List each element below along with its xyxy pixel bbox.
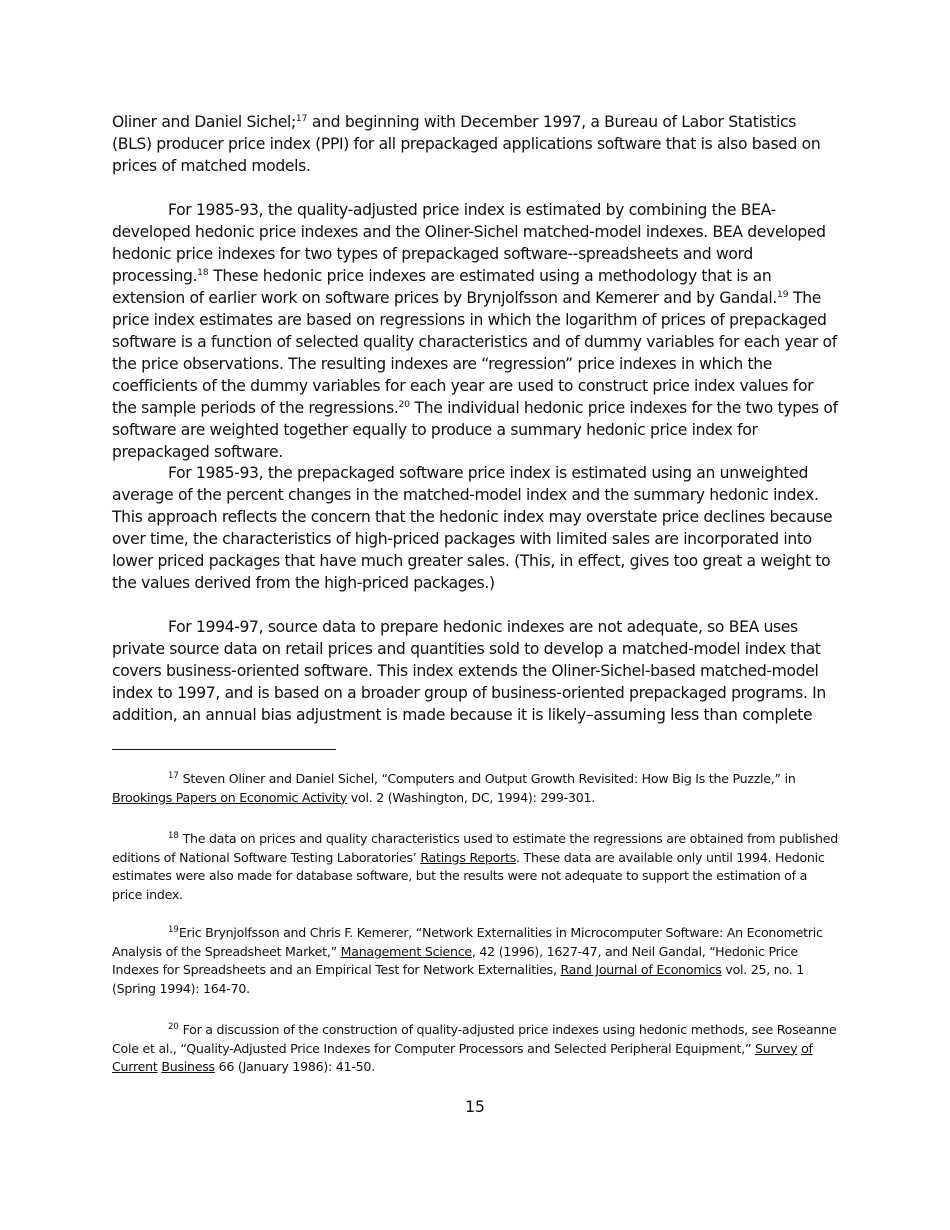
journal-title: Management Science (340, 943, 472, 959)
footnote-ref-19[interactable]: 19 (777, 290, 789, 300)
footnote-text: vol. 25, no. 1 (Spring 1994): 164-70. (112, 962, 805, 996)
footnote-number: 20 (168, 1022, 179, 1032)
journal-title: Brookings Papers on Economic Activity (112, 789, 348, 805)
footnote-17 (112, 770, 840, 807)
paragraph-text: Oliner and Daniel Sichel; (112, 113, 296, 131)
footnote-number: 17 (168, 771, 179, 781)
paragraph-1994-97: For 1994-97, source data to prepare hedonic indexes are not adequate, so BEA uses private source data on retail prices and quantities sold to develop a matched-model index that covers business-oriented software. This index extends the Oliner-Sichel-based matched-model index to 1997, and is based on a broader group of business-oriented prepackaged programs. In addition, an annual bias adjustment is made because it is likely–assuming less than complete (112, 618, 826, 724)
footnote-text: For a discussion of the construction of quality-adjusted price indexes using hedonic methods, see Roseanne Cole et al., “Quality-Adjusted Price Indexes for Computer Processors and Selected Peripheral Equipment,” (112, 1022, 837, 1056)
footnote-text: Eric Brynjolfsson and Chris F. Kemerer, “Network Externalities in Microcomputer Software: An Econometric Analysis of the Spreadsheet Market,” (112, 925, 823, 959)
paragraph-hedonic-method (112, 199, 840, 463)
footnote-text: vol. 2 (Washington, DC, 1994): 299-301. (347, 789, 595, 805)
footnote-text: The data on prices and quality characteristics used to estimate the regressions are obtained from published editions of National Software Testing Laboratories’ (112, 831, 839, 865)
footnote-separator (112, 749, 336, 750)
footnote-20 (112, 1021, 840, 1077)
footnote-ref-18[interactable]: 18 (197, 268, 209, 278)
paragraph-continuation (112, 111, 840, 177)
paragraph-text: The price index estimates are based on regressions in which the logarithm of prices of prepackaged software is a function of selected quality characteristics and of dummy variables for each year of the price observations. The resulting indexes are “regression” price indexes in which the coefficients of the dummy variables for each year are used to construct price index values for the sample periods of the regressions. (112, 289, 837, 417)
footnote-ref-20[interactable]: 20 (398, 400, 410, 410)
footnote-text: Steven Oliner and Daniel Sichel, “Computers and Output Growth Revisited: How Big Is the Puzzle,” in (178, 771, 796, 786)
footnote-19 (112, 924, 840, 998)
journal-title: Survey (755, 1040, 798, 1056)
journal-title: Current (112, 1059, 158, 1075)
paragraph-text: These hedonic price indexes are estimated using a methodology that is an extension of earlier work on software prices by Brynjolfsson and Kemerer and by Gandal. (112, 267, 778, 307)
footnote-text: . These data are available only until 1994. Hedonic estimates were also made for database software, but the results were not adequate to support the estimation of a price index. (112, 849, 825, 902)
page-number: 15 (465, 1098, 485, 1116)
footnote-number: 18 (168, 831, 179, 841)
journal-title: Rand Journal of Economics (560, 962, 722, 978)
footnote-text: 66 (January 1986): 41-50. (214, 1059, 375, 1075)
paragraph-text: The individual hedonic price indexes for the two types of software are weighted together equally to produce a summary hedonic price index for prepackaged software. (112, 399, 838, 461)
journal-title: Ratings Reports (420, 849, 517, 865)
journal-title: of (801, 1040, 813, 1056)
paragraph-unweighted-average: For 1985-93, the prepackaged software price index is estimated using an unweighted average of the percent changes in the matched-model index and the summary hedonic index. This approach reflects the concern that the hedonic index may overstate price declines because over time, the characteristics of high-priced packages with limited sales are incorporated into lower priced packages that have much greater sales. (This, in effect, gives too great a weight to the values derived from the high-priced packages.) (112, 464, 833, 592)
footnote-ref-17[interactable]: 17 (295, 114, 308, 124)
journal-title: Business (161, 1059, 215, 1075)
footnote-number: 19 (168, 925, 179, 935)
paragraph-text: For 1985-93, the quality-adjusted price index is estimated by combining the BEA-developed hedonic price indexes and the Oliner-Sichel matched-model indexes. BEA developed hedonic price indexes for two types of prepackaged software--spreadsheets and word processing. (112, 201, 826, 285)
footnote-18 (112, 830, 840, 904)
footnote-text: , 42 (1996), 1627-47, and Neil Gandal, “Hedonic Price Indexes for Spreadsheets and an Empirical Test for Network Externalities, (112, 943, 798, 978)
paragraph-text: and beginning with December 1997, a Bureau of Labor Statistics (BLS) producer price index (PPI) for all prepackaged applications software that is also based on prices of matched models. (112, 113, 821, 175)
